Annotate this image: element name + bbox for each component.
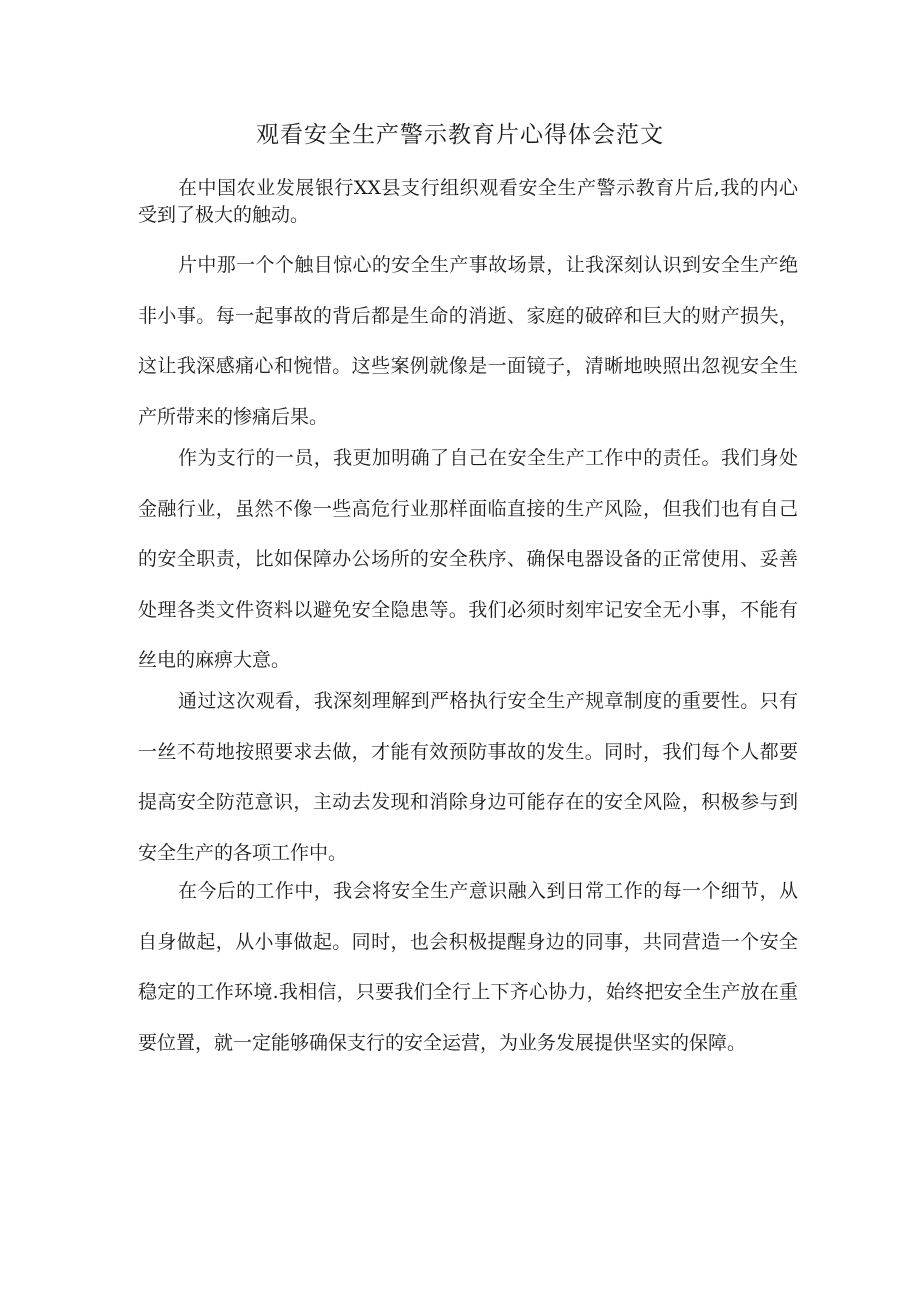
paragraph-5: 在今后的工作中，我会将安全生产意识融入到日常工作的每一个细节，从自身做起，从小事做起。同时，也会积极提醒身边的同事，共同营造一个安全稳定的工作环境.我相信，只要我们全行上下齐心协力，始终把安全生产放在重要位置，就一定能够确保支行的安全运营，为业务发展提供坚实的保障。 [138, 880, 798, 1054]
paragraph-3: 作为支行的一员，我更加明确了自己在安全生产工作中的责任。我们身处金融行业，虽然不像一些高危行业那样面临直接的生产风险，但我们也有自己的安全职责，比如保障办公场所的安全秩序、确保电器设备的正常使用、妥善处理各类文件资料以避免安全隐患等。我们必须时刻牢记安全无小事，不能有丝电的麻痹大意。 [138, 447, 798, 671]
paragraph-4: 通过这次观看，我深刻理解到严格执行安全生产规章制度的重要性。只有一丝不苟地按照要求去做，才能有效预防事故的发生。同时，我们每个人都要提高安全防范意识，主动去发现和消除身边可能存在的安全风险，积极参与到安全生产的各项工作中。 [138, 690, 798, 864]
paragraph-2: 片中那一个个触目惊心的安全生产事故场景，让我深刻认识到安全生产绝非小事。每一起事故的背后都是生命的消逝、家庭的破碎和巨大的财产损失，这让我深感痛心和惋惜。这些案例就像是一面镜子，清晰地映照出忽视安全生产所带来的惨痛后果。 [138, 254, 798, 428]
paragraph-1: 在中国农业发展银行XX县支行组织观看安全生产警示教育片后,我的内心受到了极大的触动。 [138, 177, 798, 226]
document-title: 观看安全生产警示教育片心得体会范文 [256, 122, 664, 148]
